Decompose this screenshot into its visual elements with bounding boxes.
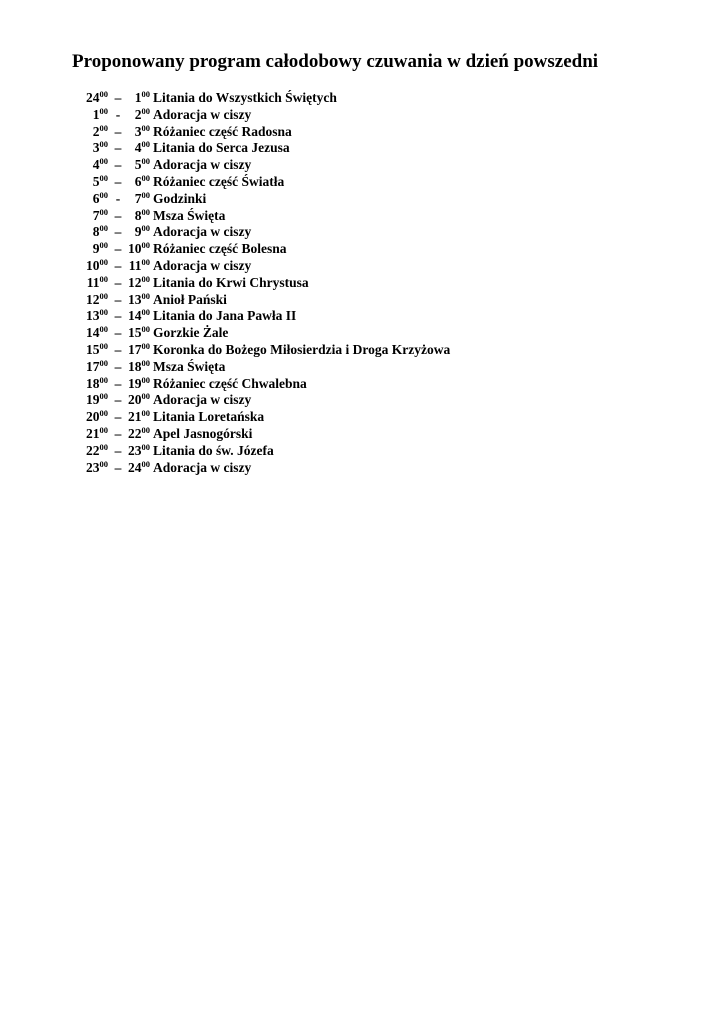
start-hour: 20 — [86, 409, 100, 425]
end-hour: 7 — [134, 190, 142, 206]
start-minutes: 00 — [99, 307, 108, 318]
start-minutes: 00 — [99, 273, 108, 284]
schedule-row — [0, 174, 450, 191]
schedule-row — [0, 359, 450, 376]
activity-label: Litania do Serca Jezusa — [153, 140, 290, 156]
end-minutes: 00 — [141, 273, 150, 284]
activity-label: Różaniec część Światła — [153, 173, 285, 189]
end-minutes: 00 — [141, 340, 150, 351]
start-minutes: 00 — [99, 105, 108, 116]
start-time — [0, 443, 108, 460]
activity-label: Anioł Pański — [153, 291, 227, 307]
end-minutes: 00 — [141, 223, 150, 234]
end-hour: 20 — [128, 392, 142, 408]
time-separator: – — [114, 123, 122, 139]
schedule-row — [0, 426, 450, 443]
time-separator: – — [114, 241, 122, 257]
end-minutes: 00 — [141, 256, 150, 267]
start-time — [0, 292, 108, 309]
start-time — [0, 409, 108, 426]
activity-label: Adoracja w ciszy — [153, 459, 252, 475]
end-time — [128, 409, 150, 426]
end-time — [128, 157, 150, 174]
end-hour: 6 — [134, 173, 142, 189]
start-time — [0, 241, 108, 258]
schedule-row — [0, 191, 450, 208]
start-minutes: 00 — [99, 206, 108, 217]
start-hour: 4 — [92, 157, 100, 173]
end-minutes: 00 — [141, 105, 150, 116]
end-time — [128, 308, 150, 325]
activity-label: Litania do św. Józefa — [153, 442, 274, 458]
schedule-row — [0, 140, 450, 157]
time-separator: - — [115, 106, 121, 122]
time-separator: – — [114, 341, 122, 357]
end-minutes: 00 — [141, 139, 150, 150]
end-time — [128, 376, 150, 393]
time-separator: – — [114, 358, 122, 374]
start-hour: 21 — [86, 425, 100, 441]
activity-label: Adoracja w ciszy — [153, 106, 252, 122]
start-hour: 24 — [86, 90, 100, 105]
end-minutes: 00 — [141, 324, 150, 335]
end-minutes: 00 — [141, 206, 150, 217]
end-time — [128, 191, 150, 208]
start-hour: 15 — [86, 341, 100, 357]
end-minutes: 00 — [141, 441, 150, 452]
end-hour: 19 — [128, 375, 142, 391]
start-time — [0, 308, 108, 325]
schedule-list — [0, 90, 450, 476]
start-hour: 3 — [92, 140, 100, 156]
schedule-row — [0, 275, 450, 292]
end-minutes: 00 — [141, 424, 150, 435]
start-hour: 6 — [92, 190, 100, 206]
time-separator: – — [114, 308, 122, 324]
activity-label: Adoracja w ciszy — [153, 392, 252, 408]
activity-label: Adoracja w ciszy — [153, 224, 252, 240]
activity-label: Adoracja w ciszy — [153, 257, 252, 273]
start-time — [0, 392, 108, 409]
start-hour: 18 — [86, 375, 100, 391]
schedule-row — [0, 308, 450, 325]
end-hour: 17 — [128, 341, 142, 357]
end-hour: 22 — [128, 425, 142, 441]
end-hour: 3 — [134, 123, 142, 139]
time-separator: – — [114, 392, 122, 408]
time-separator: – — [114, 442, 122, 458]
start-minutes: 00 — [99, 156, 108, 167]
start-hour: 13 — [86, 308, 100, 324]
schedule-row — [0, 342, 450, 359]
start-minutes: 00 — [99, 139, 108, 150]
start-minutes: 00 — [99, 391, 108, 402]
activity-label: Msza Święta — [153, 358, 226, 374]
activity-label: Godzinki — [153, 190, 207, 206]
end-minutes: 00 — [141, 290, 150, 301]
schedule-row — [0, 241, 450, 258]
start-time — [0, 174, 108, 191]
start-time — [0, 191, 108, 208]
start-minutes: 00 — [99, 89, 108, 99]
end-time — [128, 258, 150, 275]
end-time — [128, 359, 150, 376]
end-time — [128, 174, 150, 191]
end-time — [128, 342, 150, 359]
start-hour: 9 — [92, 241, 100, 257]
end-minutes: 00 — [141, 156, 150, 167]
start-minutes: 00 — [99, 458, 108, 469]
time-separator: – — [114, 90, 122, 105]
start-hour: 5 — [92, 173, 100, 189]
end-minutes: 00 — [141, 391, 150, 402]
time-separator: – — [114, 274, 122, 290]
end-minutes: 00 — [141, 89, 150, 99]
end-hour: 8 — [134, 207, 142, 223]
end-minutes: 00 — [141, 408, 150, 419]
start-minutes: 00 — [99, 189, 108, 200]
start-hour: 19 — [86, 392, 100, 408]
end-hour: 2 — [134, 106, 142, 122]
start-time — [0, 90, 108, 107]
end-time — [128, 140, 150, 157]
activity-label: Msza Święta — [153, 207, 226, 223]
activity-label: Koronka do Bożego Miłosierdzia i Droga Krzyżowa — [153, 341, 451, 357]
end-time — [128, 443, 150, 460]
start-minutes: 00 — [99, 223, 108, 234]
activity-label: Litania Loretańska — [153, 409, 265, 425]
start-hour: 14 — [86, 325, 100, 341]
end-hour: 21 — [128, 409, 142, 425]
activity-label: Litania do Krwi Chrystusa — [153, 274, 309, 290]
end-minutes: 00 — [141, 122, 150, 133]
start-minutes: 00 — [99, 240, 108, 251]
end-hour: 18 — [128, 358, 142, 374]
activity-label: Litania do Jana Pawła II — [153, 308, 297, 324]
start-minutes: 00 — [99, 374, 108, 385]
start-hour: 8 — [92, 224, 100, 240]
schedule-row — [0, 208, 450, 225]
end-time — [128, 208, 150, 225]
document-title: Proponowany program całodobowy czuwania w dzień powszedni — [72, 51, 599, 72]
time-separator: - — [115, 190, 121, 206]
start-hour: 2 — [92, 123, 100, 139]
schedule-row — [0, 443, 450, 460]
time-separator: – — [114, 173, 122, 189]
schedule-row — [0, 292, 450, 309]
end-time — [128, 124, 150, 141]
start-minutes: 00 — [99, 441, 108, 452]
schedule-row — [0, 224, 450, 241]
schedule-row — [0, 325, 450, 342]
activity-label: Różaniec część Radosna — [153, 123, 292, 139]
schedule-row — [0, 90, 450, 107]
start-time — [0, 460, 108, 477]
start-time — [0, 342, 108, 359]
start-hour: 10 — [86, 257, 100, 273]
start-minutes: 00 — [99, 408, 108, 419]
end-hour: 14 — [128, 308, 142, 324]
end-time — [128, 325, 150, 342]
activity-label: Różaniec część Chwalebna — [153, 375, 307, 391]
start-time — [0, 208, 108, 225]
start-minutes: 00 — [99, 424, 108, 435]
start-minutes: 00 — [99, 256, 108, 267]
start-time — [0, 107, 108, 124]
start-hour: 12 — [86, 291, 100, 307]
end-time — [128, 90, 150, 107]
end-hour: 10 — [128, 241, 142, 257]
time-separator: – — [114, 157, 122, 173]
activity-label: Apel Jasnogórski — [153, 425, 253, 441]
start-minutes: 00 — [99, 324, 108, 335]
end-hour: 24 — [128, 459, 142, 475]
end-time — [128, 292, 150, 309]
schedule-row — [0, 124, 450, 141]
end-hour: 1 — [134, 90, 142, 105]
start-time — [0, 140, 108, 157]
end-hour: 15 — [128, 325, 142, 341]
schedule-row — [0, 157, 450, 174]
start-time — [0, 426, 108, 443]
start-minutes: 00 — [99, 172, 108, 183]
start-time — [0, 224, 108, 241]
end-time — [128, 241, 150, 258]
start-hour: 17 — [86, 358, 100, 374]
time-separator: – — [114, 409, 122, 425]
end-time — [128, 107, 150, 124]
end-minutes: 00 — [141, 172, 150, 183]
start-hour: 11 — [86, 274, 100, 290]
schedule-row — [0, 392, 450, 409]
end-minutes: 00 — [141, 189, 150, 200]
start-minutes: 00 — [99, 122, 108, 133]
schedule-row — [0, 376, 450, 393]
activity-label: Gorzkie Żale — [153, 325, 229, 341]
end-minutes: 00 — [141, 307, 150, 318]
start-time — [0, 325, 108, 342]
schedule-row — [0, 409, 450, 426]
end-hour: 13 — [128, 291, 142, 307]
end-hour: 9 — [134, 224, 142, 240]
activity-label: Różaniec część Bolesna — [153, 241, 287, 257]
end-hour: 12 — [128, 274, 142, 290]
end-minutes: 00 — [141, 357, 150, 368]
start-time — [0, 275, 108, 292]
start-time — [0, 258, 108, 275]
start-time — [0, 124, 108, 141]
end-hour: 4 — [134, 140, 142, 156]
schedule-row — [0, 460, 450, 477]
start-hour: 23 — [86, 459, 100, 475]
start-hour: 22 — [86, 442, 100, 458]
schedule-row — [0, 107, 450, 124]
end-hour: 11 — [128, 257, 142, 273]
time-separator: – — [114, 257, 122, 273]
start-hour: 1 — [92, 106, 100, 122]
end-time — [128, 426, 150, 443]
end-minutes: 00 — [141, 458, 150, 469]
start-time — [0, 157, 108, 174]
time-separator: – — [114, 207, 122, 223]
start-time — [0, 376, 108, 393]
end-time — [128, 275, 150, 292]
start-hour: 7 — [92, 207, 100, 223]
end-minutes: 00 — [141, 374, 150, 385]
time-separator: – — [114, 459, 122, 475]
schedule-row — [0, 258, 450, 275]
end-time — [128, 460, 150, 477]
time-separator: – — [114, 375, 122, 391]
end-hour: 23 — [128, 442, 142, 458]
start-time — [0, 359, 108, 376]
time-separator: – — [114, 140, 122, 156]
activity-label: Adoracja w ciszy — [153, 157, 252, 173]
time-separator: – — [114, 425, 122, 441]
time-separator: – — [114, 325, 122, 341]
start-minutes: 00 — [99, 290, 108, 301]
end-minutes: 00 — [141, 240, 150, 251]
start-minutes: 00 — [99, 340, 108, 351]
start-minutes: 00 — [99, 357, 108, 368]
time-separator: – — [114, 291, 122, 307]
time-separator: – — [114, 224, 122, 240]
end-time — [128, 224, 150, 241]
end-time — [128, 392, 150, 409]
end-hour: 5 — [134, 157, 142, 173]
activity-label: Litania do Wszystkich Świętych — [153, 90, 337, 105]
